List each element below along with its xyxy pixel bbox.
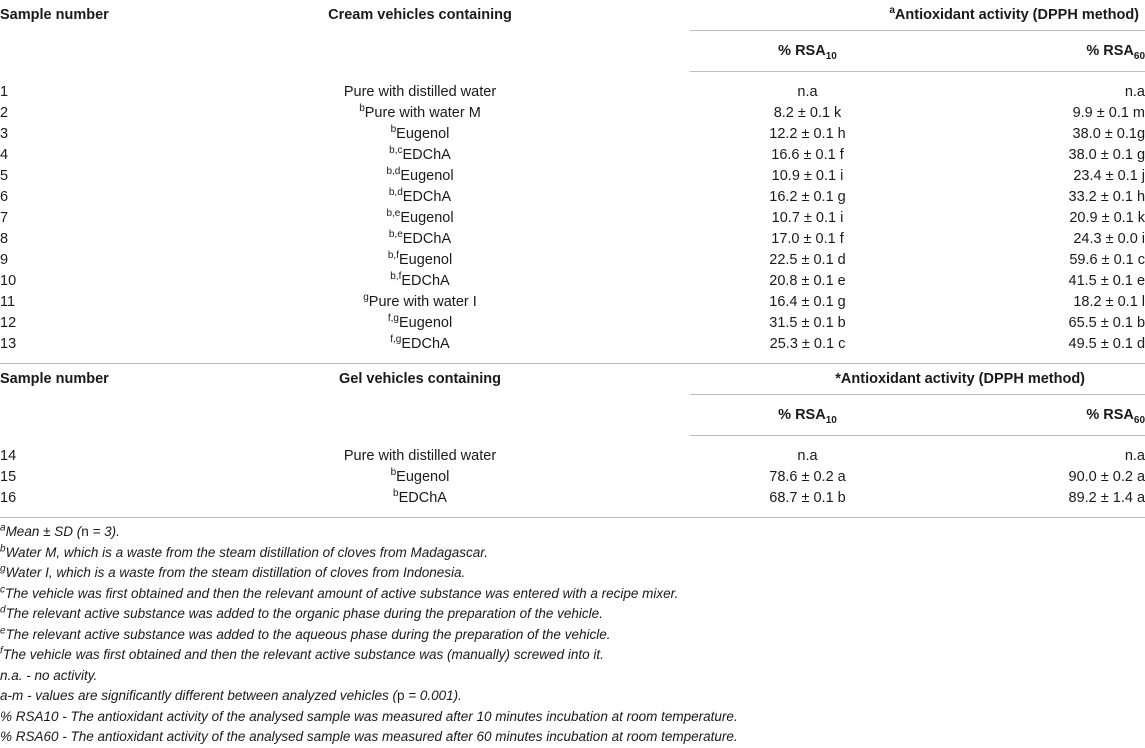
table-footnotes [0,518,1145,748]
sample-number-cell: 14 [0,447,17,464]
vehicle-cell [150,208,690,229]
vehicle-name: EDChA [401,273,450,289]
rsa60-cell: 49.5 ± 0.1 d [1068,336,1145,352]
vehicle-name: Eugenol [400,168,454,184]
rsa60-cell: 38.0 ± 0.1g [1072,126,1145,142]
cream-sample-number-header: Sample number [0,7,109,23]
vehicle-cell [150,229,690,250]
table-row [0,187,1145,208]
footnote-mark: e [0,625,6,636]
table-row [0,271,1145,292]
rsa60-cell: n.a [1124,84,1145,100]
vehicle-name: Pure with distilled water [343,447,497,464]
footnote-mark: b [0,543,6,554]
rsa10-cell: 78.6 ± 0.2 a [769,469,846,485]
table-row [0,208,1145,229]
rsa60-cell: 24.3 ± 0.0 i [1073,231,1145,247]
table-row [0,166,1145,187]
cream-activity-footnote-mark: a [889,4,895,16]
table-row [0,334,1145,364]
table-row [0,72,1145,104]
sample-number-cell: 10 [0,273,17,289]
table-row [0,103,1145,124]
sample-number-cell: 7 [0,210,9,226]
cream-activity-title: Antioxidant activity (DPPH method) [894,6,1140,23]
footnote-text: % RSA10 - The antioxidant activity of the analysed sample was measured after 10 minutes incubation at room temperature. [0,708,738,724]
footnote-item [0,563,1145,584]
footnote-mark: f [0,645,3,657]
table-row [0,250,1145,271]
vehicle-footnote-mark: b,e [388,229,403,241]
vehicle-cell [150,145,690,166]
cream-activity-header [690,0,1145,31]
sample-number-cell: 5 [0,168,9,184]
rsa10-cell: 17.0 ± 0.1 f [771,231,844,247]
vehicle-name: Eugenol [396,469,450,485]
footnote-text: The vehicle was first obtained and then the relevant active substance was (manually) screwed into it. [2,647,604,662]
rsa10-cell: 31.5 ± 0.1 b [769,315,846,331]
vehicle-cell [150,250,690,271]
rsa60-cell: 18.2 ± 0.1 l [1073,294,1145,310]
vehicle-footnote-mark: b [393,488,399,500]
footnote-item [0,666,1145,687]
vehicle-cell [150,166,690,187]
gel-sample-number-header: Sample number [0,364,150,436]
rsa10-cell: 22.5 ± 0.1 d [769,252,846,268]
footnote-symbol: p [396,688,405,703]
rsa10-cell: 16.2 ± 0.1 g [769,189,846,205]
gel-activity-header: *Antioxidant activity (DPPH method) [690,364,1145,395]
vehicle-footnote-mark: b,f [387,250,399,262]
vehicle-footnote-mark: b [390,124,397,136]
table-row [0,488,1145,518]
table-row [0,313,1145,334]
footnote-text: The vehicle was first obtained and then the relevant amount of active substance was entered with a recipe mixer. [5,585,679,601]
footnote-text: a-m - values are significantly different between analyzed vehicles ( [0,688,397,703]
vehicle-footnote-mark: f,g [390,334,402,346]
sample-number-cell: 12 [0,315,17,331]
vehicle-footnote-mark: g [363,292,369,304]
footnote-item [0,522,1145,543]
vehicle-footnote-mark: b,c [389,145,403,157]
vehicle-name: EDChA [398,490,447,506]
vehicle-cell [150,467,690,488]
rsa10-cell: 68.7 ± 0.1 b [690,488,925,518]
vehicle-name: Pure with water M [364,105,481,121]
vehicle-footnote-mark: b,d [386,166,401,178]
rsa60-cell: 23.4 ± 0.1 j [1073,168,1145,184]
gel-rsa60-header: % $RSA_{60}$ [925,395,1145,436]
rsa10-cell: n.a [797,84,818,100]
vehicle-cell [150,334,690,364]
sample-number-cell: 15 [0,469,17,485]
vehicle-footnote-mark: f,g [387,313,399,325]
footnote-mark: c [0,584,5,595]
cream-rsa60-header: % $RSA_{60}$ [925,31,1145,72]
rsa10-cell: 10.9 ± 0.1 i [771,168,844,184]
rsa10-cell: 8.2 ± 0.1 k [773,105,842,121]
sample-number-cell: 2 [0,105,9,121]
vehicle-name: EDChA [402,189,452,205]
rsa10-cell: 16.6 ± 0.1 f [771,147,844,163]
footnote-item [0,727,1145,748]
footnote-item [0,543,1145,564]
vehicle-cell [150,488,690,518]
sample-number-cell: 4 [0,147,9,163]
vehicle-name: Pure with water I [368,294,477,310]
sample-number-cell: 1 [0,83,9,100]
footnote-item [0,604,1145,625]
vehicle-cell [150,436,690,468]
rsa60-cell: 59.6 ± 0.1 c [1069,252,1145,268]
footnote-text: Water I, which is a waste from the steam distillation of cloves from Indonesia. [5,565,466,580]
cream-table-header [0,0,1145,72]
rsa60-cell: 89.2 ± 1.4 a [925,488,1145,518]
rsa60-cell: 65.5 ± 0.1 b [1068,315,1145,331]
footnote-symbol: n [81,524,89,539]
vehicle-name: EDChA [402,231,452,247]
vehicle-footnote-mark: b [359,103,365,115]
rsa60-cell: 90.0 ± 0.2 a [1068,469,1145,485]
rsa10-cell: 10.7 ± 0.1 i [771,210,844,226]
footnote-text: % RSA60 - The antioxidant activity of the analysed sample was measured after 60 minutes incubation at room temperature. [0,729,738,744]
table-row [0,467,1145,488]
sample-number-cell: 3 [0,126,9,142]
cream-vehicles-header: Cream vehicles containing [328,7,512,23]
cream-table-body [0,72,1145,364]
rsa10-cell: 25.3 ± 0.1 c [769,336,846,352]
rsa60-cell: 41.5 ± 0.1 e [1068,273,1145,289]
footnote-text: Water M, which is a waste from the steam distillation of cloves from Madagascar. [5,544,488,560]
footnote-item [0,625,1145,646]
footnote-rest: = 0.001). [404,688,462,703]
vehicle-footnote-mark: b,e [386,208,401,220]
rsa60-cell: 33.2 ± 0.1 h [1068,189,1145,205]
sample-number-cell: 9 [0,252,9,268]
table-row [0,292,1145,313]
footnote-item [0,686,1145,707]
table-row [0,229,1145,250]
rsa10-cell: n.a [797,448,818,464]
footnote-text: Mean ± SD ( [5,524,82,539]
sample-number-cell: 13 [0,336,17,352]
table-row [0,124,1145,145]
footnote-item [0,645,1145,666]
footnote-text: n.a. - no activity. [0,667,98,683]
vehicle-name: EDChA [402,147,451,163]
footnote-text: The relevant active substance was added to the organic phase during the preparation of the vehicle. [5,606,603,621]
footnote-mark: a [0,522,6,534]
footnote-rest: = 3). [88,524,120,539]
gel-vehicles-header: Gel vehicles containing [150,364,690,436]
sample-number-cell: 11 [0,294,16,310]
footnote-item [0,584,1145,605]
vehicle-footnote-mark: b,d [388,187,403,199]
vehicle-cell [150,313,690,334]
vehicle-cell [150,72,690,104]
table-row [0,436,1145,468]
footnote-mark: g [0,563,6,575]
rsa60-cell: 9.9 ± 0.1 m [1072,105,1145,121]
sample-number-cell: 6 [0,189,9,205]
vehicle-name: Pure with distilled water [343,83,497,100]
gel-table-header [0,364,1145,436]
vehicle-name: Eugenol [398,315,453,331]
rsa10-cell: 16.4 ± 0.1 g [769,294,846,310]
vehicle-footnote-mark: b,f [390,271,402,283]
vehicle-footnote-mark: b [390,467,397,479]
rsa10-cell: 20.8 ± 0.1 e [769,273,846,289]
vehicle-cell [150,124,690,145]
rsa10-cell: 12.2 ± 0.1 h [769,126,846,142]
footnote-item [0,707,1145,728]
vehicle-cell [150,187,690,208]
rsa60-cell: n.a [1124,448,1145,464]
vehicle-name: Eugenol [396,126,450,142]
footnote-mark: d [0,604,6,616]
gel-table-body [0,436,1145,518]
vehicle-cell [150,271,690,292]
gel-rsa10-header: % $RSA_{10}$ [690,395,925,436]
sample-number-cell: 16 [0,488,150,518]
table-row [0,145,1145,166]
vehicle-cell [150,103,690,124]
rsa60-cell: 20.9 ± 0.1 k [1069,210,1145,226]
footnote-text: The relevant active substance was added to the aqueous phase during the preparation of the vehicle. [5,626,611,642]
vehicle-name: Eugenol [398,252,453,268]
vehicle-name: EDChA [401,336,450,352]
vehicle-cell [150,292,690,313]
cream-rsa10-header: % $RSA_{10}$ [690,31,925,72]
vehicle-name: Eugenol [400,210,454,226]
sample-number-cell: 8 [0,231,9,247]
rsa60-cell: 38.0 ± 0.1 g [1068,147,1145,163]
